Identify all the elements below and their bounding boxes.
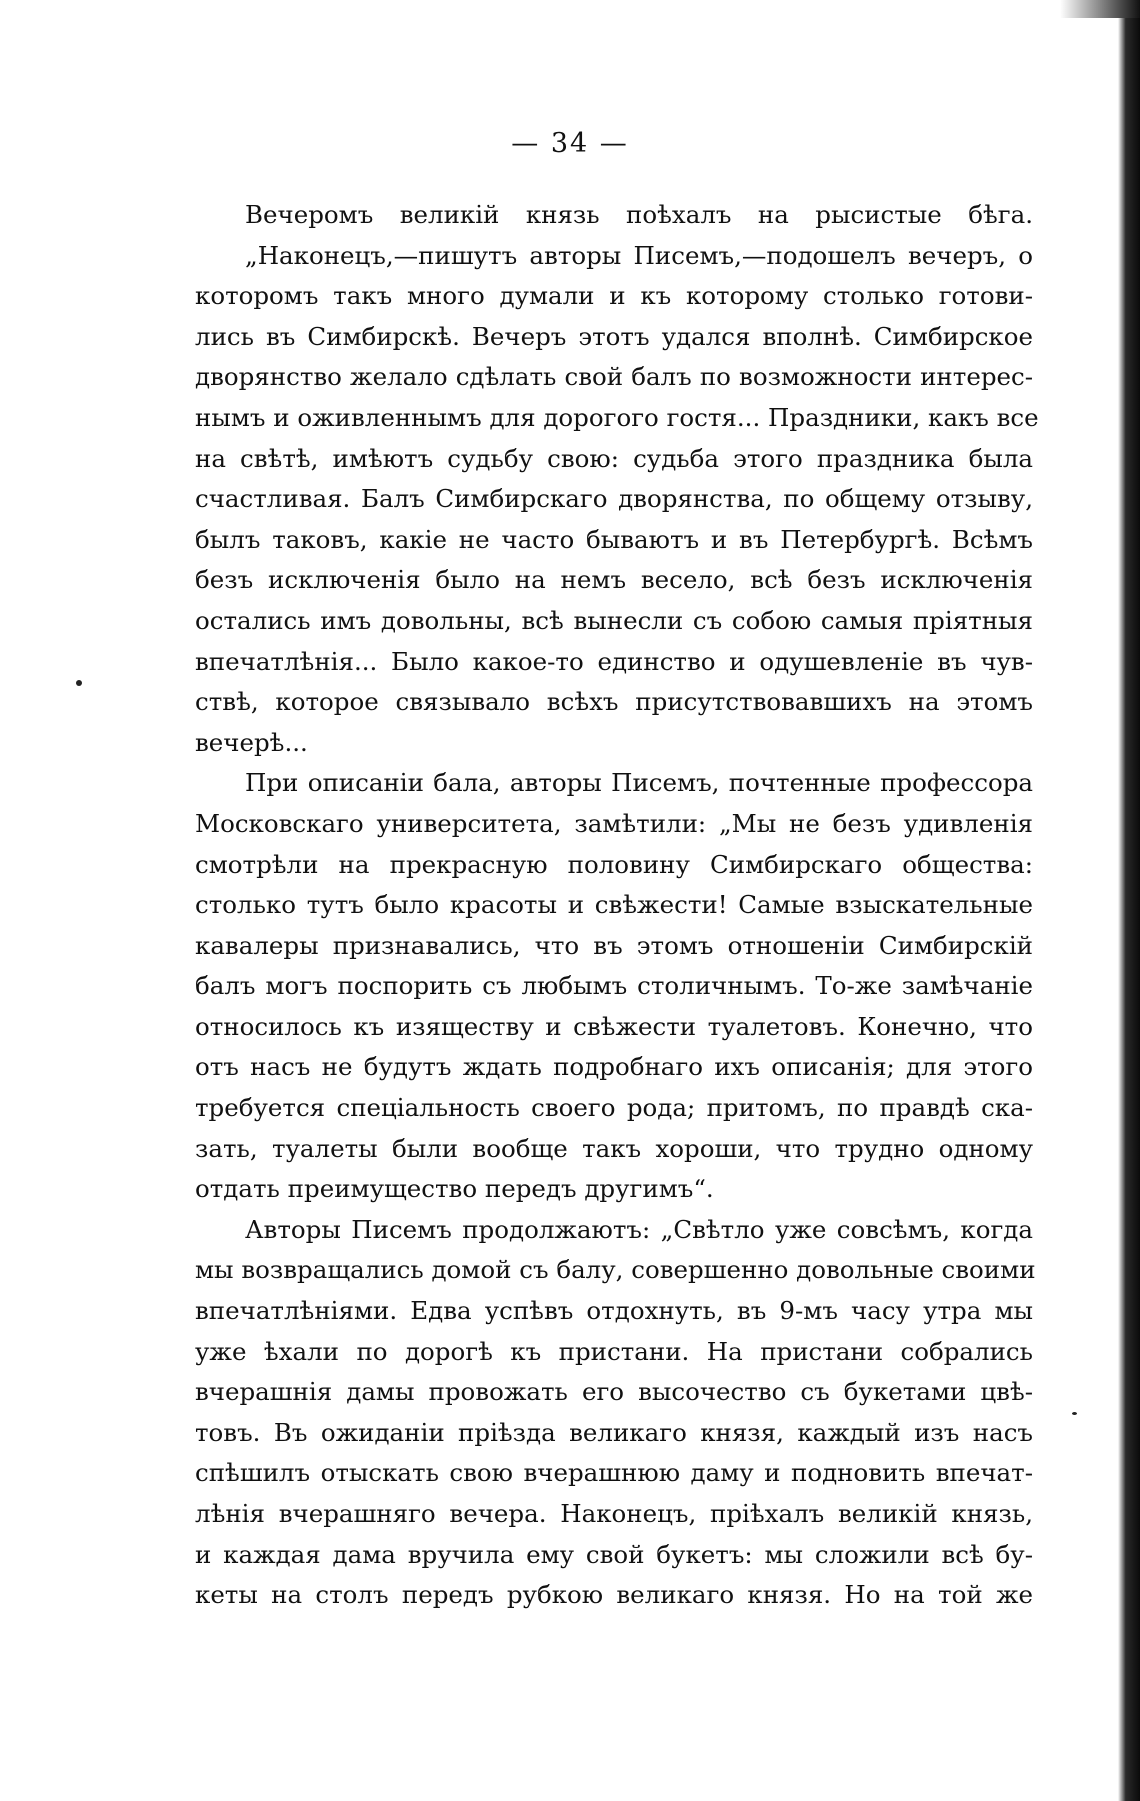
text-line: остались имъ довольны, всѣ вынесли съ собою самыя пріятныя [195,605,1033,635]
scan-speck [1072,1412,1077,1415]
text-line: балъ могъ поспорить съ любымъ столичнымъ. То-же замѣчаніе [195,971,1033,1001]
scan-edge-top [1060,0,1140,18]
scan-speck [76,680,82,686]
page-text [195,195,1039,1616]
page-number: — 34 — [511,128,629,159]
text-line: кавалеры признавались, что въ этомъ отношеніи Симбирскій [195,930,1033,960]
text-line: При описаніи бала, авторы Писемъ, почтенные профессора [245,768,1033,798]
text-line: дворянство желало сдѣлать свой балъ по возможности интерес- [195,362,1033,392]
text-line: зать, туалеты были вообще такъ хороши, что трудно одному [195,1133,1033,1163]
text-line: вчерашнія дамы провожать его высочество съ букетами цвѣ- [195,1377,1033,1407]
text-line: Вечеромъ великій князь поѣхалъ на рысистые бѣга. [245,200,1033,229]
text-line: Авторы Писемъ продолжаютъ: „Свѣтло уже совсѣмъ, когда [245,1214,1033,1244]
text-line: нымъ и оживленнымъ для дорогого гостя... Праздники, какъ все [195,402,1039,432]
text-line: безъ исключенія было на немъ весело, всѣ безъ исключенія [195,565,1033,595]
text-line: ствѣ, которое связывало всѣхъ присутствовавшихъ на этомъ [195,687,1033,717]
text-line: впечатлѣнія... Было какое-то единство и одушевленіе въ чув- [195,646,1033,676]
text-line: смотрѣли на прекрасную половину Симбирскаго общества: [195,849,1033,879]
text-line: кеты на столъ передъ рубкою великаго князя. Но на той же [195,1580,1033,1610]
scan-edge [1118,0,1140,1801]
text-line: отдать преимущество передъ другимъ“. [195,1174,714,1204]
text-line: Московскаго университета, замѣтили: „Мы не безъ удивленія [195,808,1033,838]
text-line: лѣнія вчерашняго вечера. Наконецъ, пріѣхалъ великій князь, [195,1499,1033,1528]
text-line: которомъ такъ много думали и къ которому столько готови- [195,281,1033,311]
text-line: отъ насъ не будутъ ждать подробнаго ихъ описанія; для этого [195,1052,1033,1082]
text-line: впечатлѣніями. Едва успѣвъ отдохнуть, въ 9-мъ часу утра мы [195,1296,1033,1326]
text-line: мы возвращались домой съ балу, совершенно довольные своими [195,1255,1036,1285]
text-line: товъ. Въ ожиданіи пріѣзда великаго князя, каждый изъ насъ [195,1417,1033,1447]
text-line: на свѣтѣ, имѣютъ судьбу свою: судьба этого праздника была [195,443,1033,473]
text-line: требуется спеціальность своего рода; притомъ, по правдѣ ска- [195,1093,1033,1123]
text-line: лись въ Симбирскѣ. Вечеръ этотъ удался вполнѣ. Симбирское [195,321,1033,351]
text-line: вечерѣ... [195,727,308,757]
text-line: счастливая. Балъ Симбирскаго дворянства, по общему отзыву, [195,484,1033,514]
text-line: уже ѣхали по дорогѣ къ пристани. На пристани собрались [195,1336,1033,1366]
text-line: и каждая дама вручила ему свой букетъ: мы сложили всѣ бу- [195,1539,1033,1569]
text-line: былъ таковъ, какіе не часто бываютъ и въ Петербургѣ. Всѣмъ [195,524,1033,554]
text-line: „Наконецъ,—пишутъ авторы Писемъ,—подошелъ вечеръ, о [245,240,1033,270]
text-line: спѣшилъ отыскать свою вчерашнюю даму и подновить впечат- [195,1458,1033,1488]
text-line: столько тутъ было красоты и свѣжести! Самые взыскательные [195,890,1033,920]
text-line: относилось къ изяществу и свѣжести туалетовъ. Конечно, что [195,1011,1033,1041]
